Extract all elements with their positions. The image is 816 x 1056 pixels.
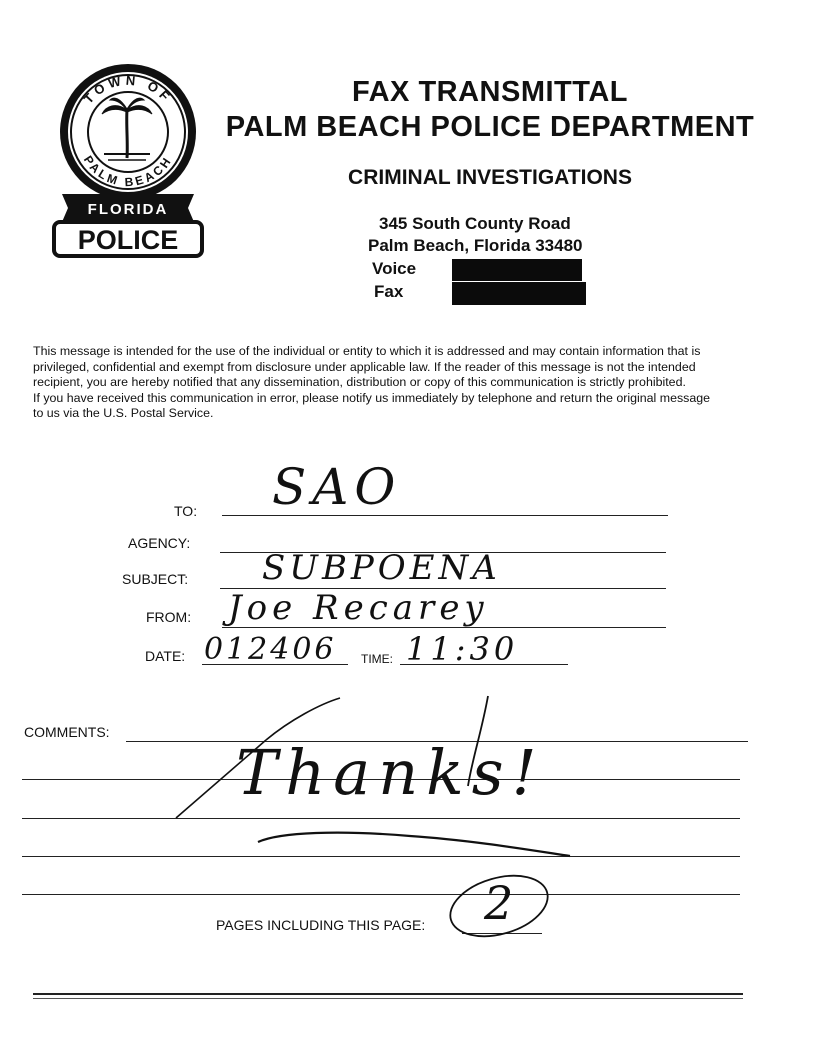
comments-handwritten-value[interactable]: Thanks! xyxy=(236,736,545,809)
police-banner xyxy=(54,222,202,256)
seal-name-text: PALM BEACH xyxy=(80,152,176,190)
notice-line: This message is intended for the use of the individual or entity to which it is addressed and may contain information that is xyxy=(33,344,701,358)
address-city: Palm Beach, Florida 33480 xyxy=(368,236,583,255)
department-title: PALM BEACH POLICE DEPARTMENT xyxy=(225,111,755,143)
police-seal-logo xyxy=(48,62,208,262)
fax-number-redaction xyxy=(452,282,586,305)
notice-line: If you have received this communication in error, please notify us immediately by telephone and return the original message xyxy=(33,390,711,405)
seal-town-text: TOWN OF xyxy=(80,72,176,107)
fax-label: Fax xyxy=(374,282,404,301)
subject-label: SUBJECT: xyxy=(122,571,189,587)
to-handwritten-value[interactable]: SAO xyxy=(272,458,402,516)
address-street: 345 South County Road xyxy=(379,214,571,233)
from-label: FROM: xyxy=(146,609,192,625)
date-handwritten-value[interactable]: 012406 xyxy=(204,632,337,667)
to-label: TO: xyxy=(174,503,198,519)
time-label: TIME: xyxy=(361,652,393,666)
notice-line: privileged, confidential and exempt from disclosure under applicable law. If the reader of this message is not the intended xyxy=(33,359,696,374)
seal-police-banner-text: POLICE xyxy=(77,225,179,255)
florida-banner xyxy=(62,194,194,222)
footer-double-rule xyxy=(33,993,743,995)
voice-number-redaction xyxy=(452,259,582,281)
notice-line: recipient, you are hereby notified that any dissemination, distribution or copy of this communication is strictly prohibited. xyxy=(33,375,686,389)
subject-handwritten-value[interactable]: SUBPOENA xyxy=(262,548,501,588)
notice-line: to us via the U.S. Postal Service. xyxy=(33,406,214,420)
comments-row-line xyxy=(22,894,740,895)
voice-label: Voice xyxy=(372,259,417,278)
agency-label: AGENCY: xyxy=(128,535,191,551)
handwriting-strokes xyxy=(170,690,590,860)
seal-state-banner-text: FLORIDA xyxy=(87,201,169,218)
time-handwritten-value[interactable]: 11:30 xyxy=(406,630,519,668)
date-label: DATE: xyxy=(145,648,186,664)
pages-handwritten-value[interactable]: 2 xyxy=(484,876,516,930)
from-handwritten-value[interactable]: Joe Recarey xyxy=(228,588,489,628)
footer-double-rule xyxy=(33,998,743,999)
fax-transmittal-title: FAX TRANSMITTAL xyxy=(352,76,628,108)
pages-label: PAGES INCLUDING THIS PAGE: xyxy=(216,917,426,933)
confidentiality-notice xyxy=(33,344,763,422)
comments-label: COMMENTS: xyxy=(24,724,110,740)
division-title: CRIMINAL INVESTIGATIONS xyxy=(348,166,632,189)
